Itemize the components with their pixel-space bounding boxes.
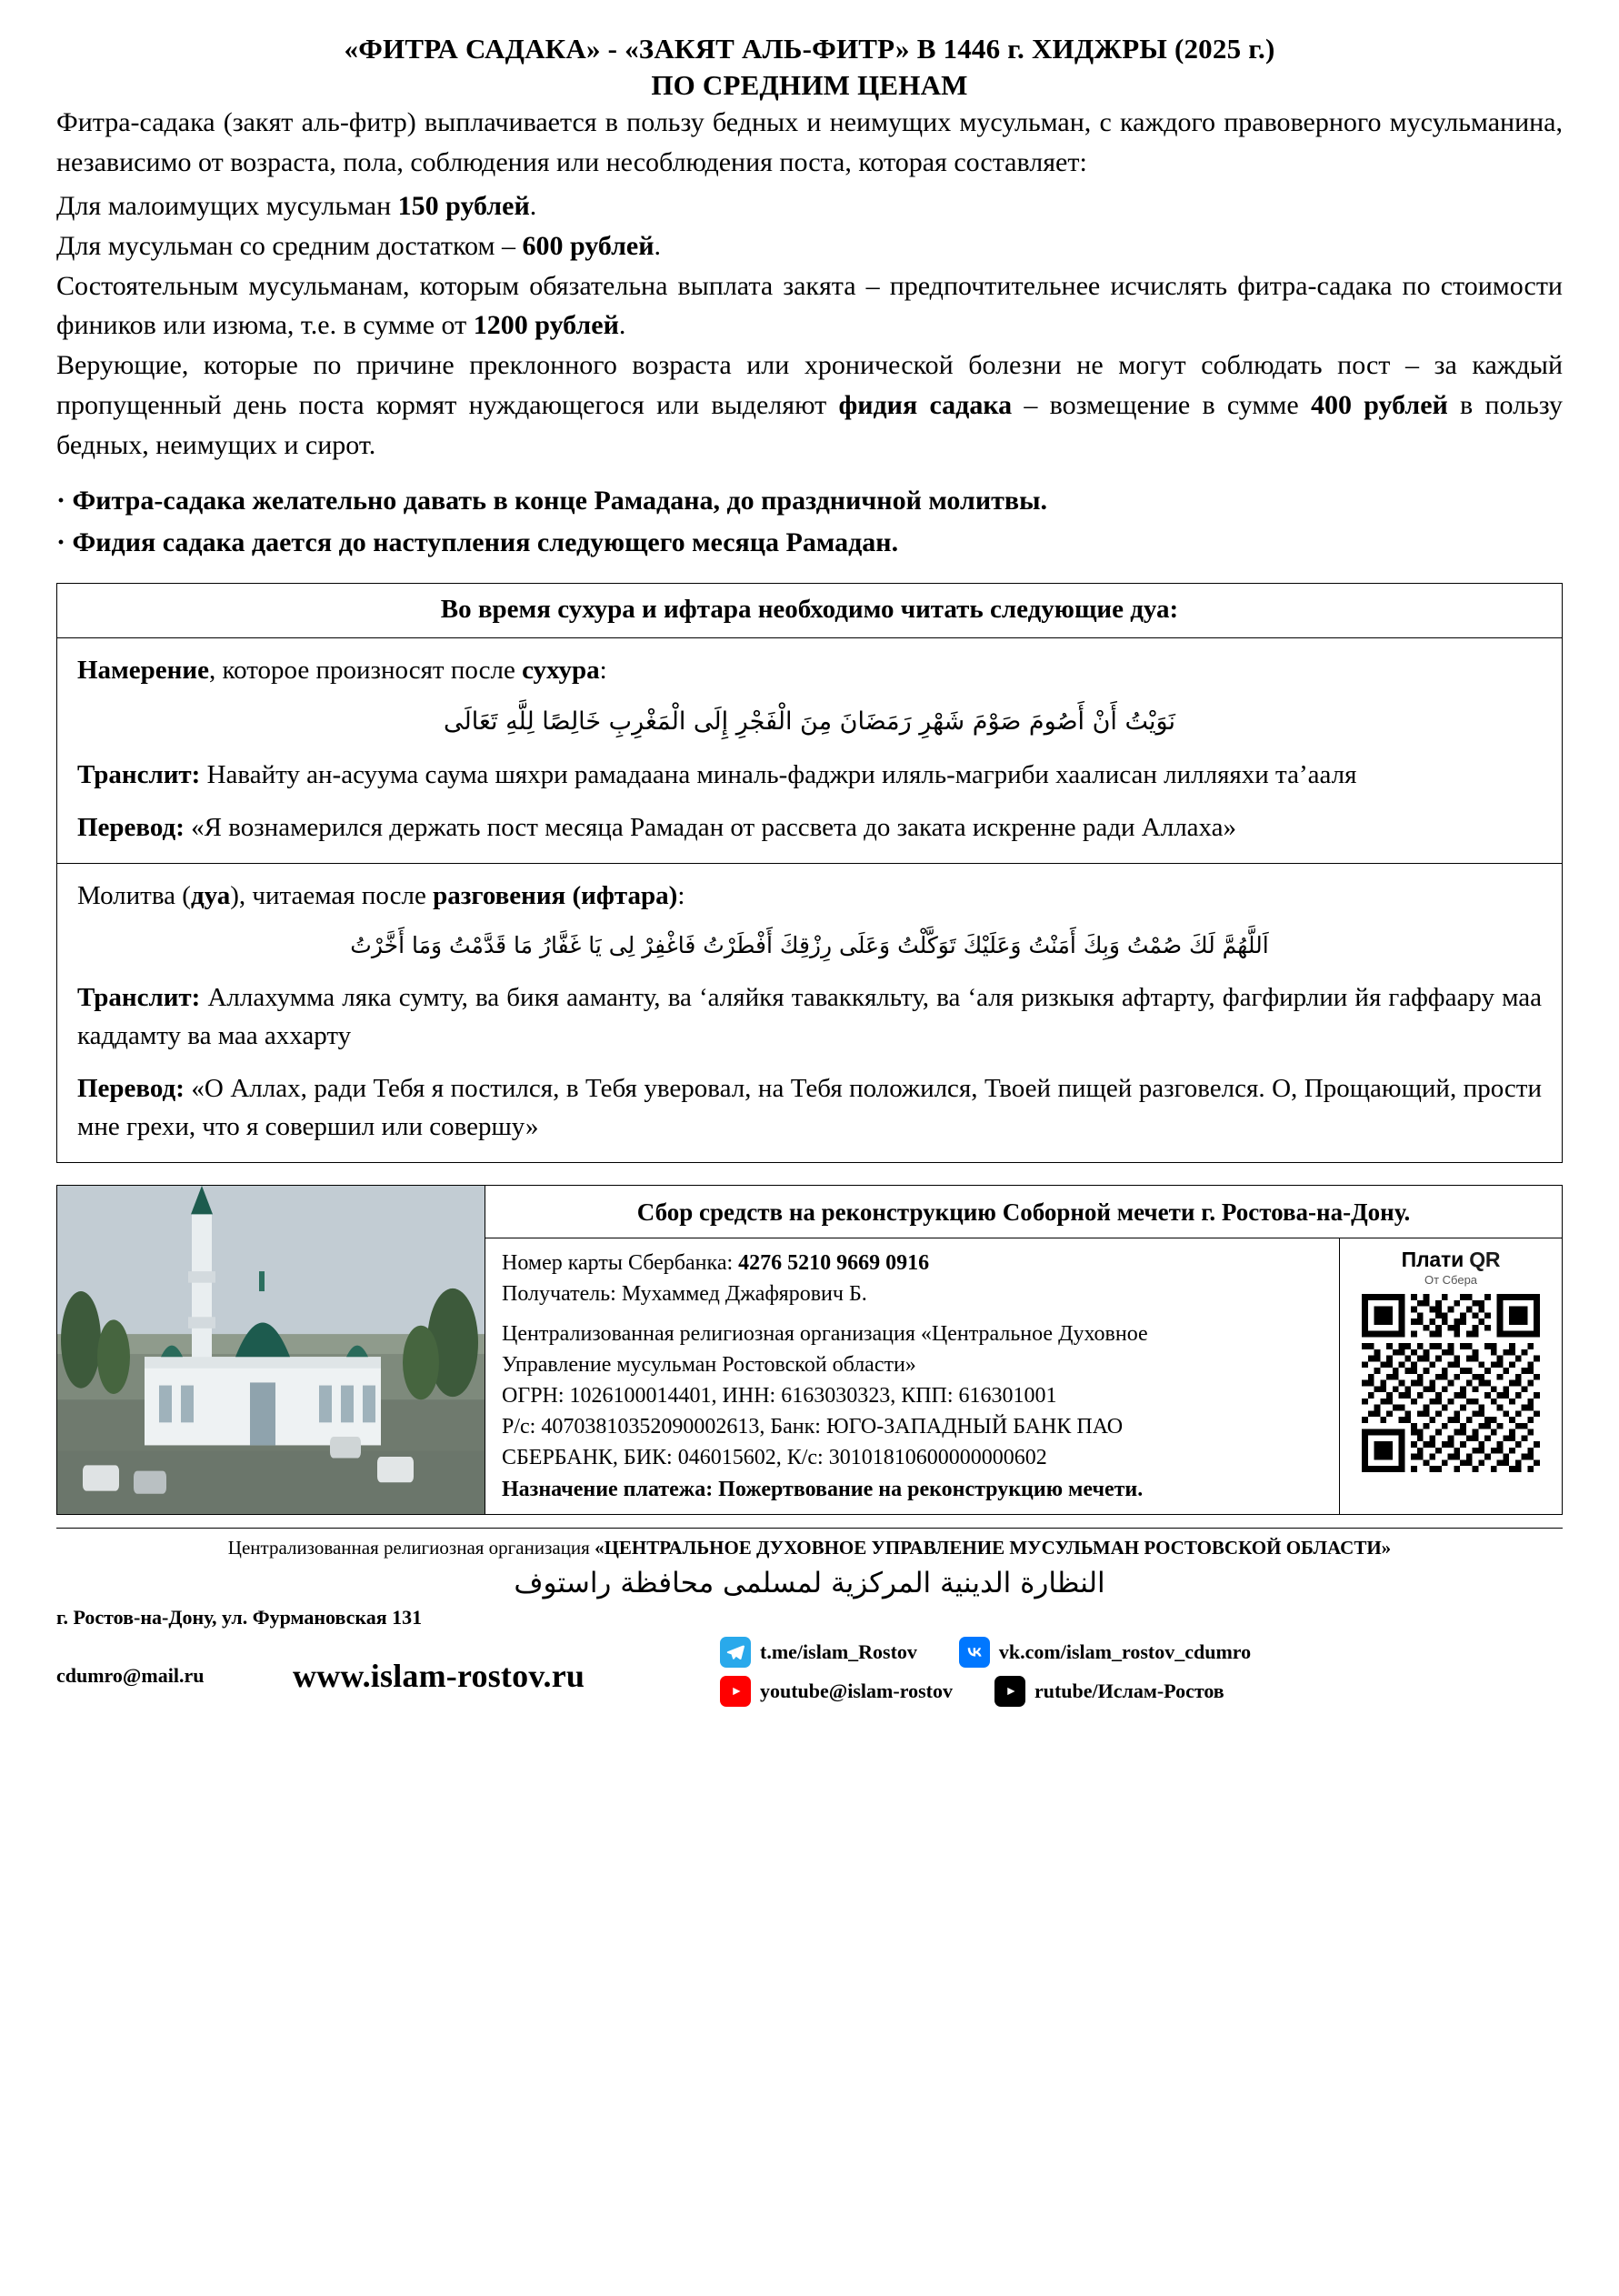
- footer-org-name: «ЦЕНТРАЛЬНОЕ ДУХОВНОЕ УПРАВЛЕНИЕ МУСУЛЬМАН РОСТОВСКОЙ ОБЛАСТИ»: [595, 1536, 1392, 1559]
- donation-recipient: Получатель: Мухаммед Джафярович Б.: [502, 1282, 867, 1307]
- amount-poor-value: 150 рублей: [397, 190, 530, 221]
- amount-wealthy-prefix: Состоятельным мусульманам, которым обязательна выплата закята – предпочтительнее исчислять фитра-садака по стоимости фиников или изюма, т.е. в сумме от: [56, 270, 1563, 341]
- dua-table: [56, 583, 1563, 1163]
- donation-title: Сбор средств на реконструкцию Соборной мечети г. Ростова-на-Дону.: [485, 1186, 1562, 1238]
- mosque-illustration-icon: [57, 1186, 485, 1514]
- dua-suhur-perevod: [77, 808, 1542, 847]
- fidya-term: фидия садака: [838, 389, 1013, 420]
- qr-brand-word-2: QR: [1464, 1247, 1501, 1271]
- title-line-2: ПО СРЕДНИМ ЦЕНАМ: [651, 68, 968, 101]
- dua-table-header: Во время сухура и ифтара необходимо читать следующие дуа:: [57, 584, 1562, 638]
- amount-middle-value: 600 рублей: [522, 230, 655, 261]
- fidya-paragraph: [56, 346, 1563, 465]
- amount-line-wealthy: [56, 266, 1563, 346]
- qr-subtitle: От Сбера: [1424, 1272, 1478, 1287]
- dua-iftar-perevod-label: Перевод:: [77, 1073, 185, 1103]
- footer-email[interactable]: cdumro@mail.ru: [56, 1664, 205, 1688]
- title-line-1: «ФИТРА САДАКА» - «ЗАКЯТ АЛЬ-ФИТР» В 1446 г. ХИДЖРЫ (2025 г.): [344, 33, 1275, 65]
- donation-org-line-2: Управление мусульман Ростовской области»: [502, 1353, 916, 1378]
- amount-middle-suffix: .: [654, 230, 662, 261]
- amount-wealthy-suffix: .: [618, 310, 626, 341]
- dua-iftar-arabic: اَللَّهُمَّ لَكَ صُمْتُ وَبِكَ أَمَنْتُ وَعَلَيْكَ تَوَكَّلْتُ وَعَلَى رِزْقِكَ أَفْطَرْتُ فَاغْفِرْ لِى يَا غَفَّارُ مَا قَدَّمْتُ وَمَا أَخَّرْتُ: [350, 932, 1269, 959]
- fidya-text-1: Верующие, которые по причине преклонного возраста или хронической болезни не могут соблюдать пост – за каждый пропущенный день поста кормят нуждающегося или выделяют: [56, 350, 1563, 420]
- youtube-icon: [720, 1676, 751, 1707]
- donation-purpose: [502, 1474, 1324, 1505]
- footer-contacts: [56, 1637, 1563, 1715]
- dua-iftar-label-end: :: [677, 881, 685, 911]
- dua-suhur-label: [77, 651, 1542, 689]
- donation-ogrn-line: ОГРН: 1026100014401, ИНН: 6163030323, КПП: 616301001: [502, 1384, 1057, 1409]
- footer-social-row-1: [720, 1637, 1563, 1668]
- donation-card-label: Номер карты Сбербанка:: [502, 1250, 739, 1275]
- amount-line-middle: [56, 226, 1563, 266]
- dua-suhur-label-bold-2: сухура: [522, 655, 600, 685]
- donation-account-line-1: Р/с: 40703810352090002613, Банк: ЮГО-ЗАПАДНЫЙ БАНК ПАО: [502, 1415, 1124, 1439]
- social-link-vk[interactable]: [959, 1637, 1251, 1668]
- dua-iftar-cell: [57, 863, 1562, 1162]
- qr-brand-word-1: Плати: [1401, 1247, 1464, 1271]
- page-title: [56, 31, 1563, 103]
- vk-icon: [959, 1637, 990, 1668]
- footer-address: г. Ростов-на-Дону, ул. Фурмановская 131: [56, 1606, 423, 1629]
- footer-social-links: [720, 1637, 1563, 1715]
- rutube-icon: [994, 1676, 1025, 1707]
- donation-card-line: [502, 1248, 1324, 1278]
- dua-iftar-translit-text: Аллахумма ляка сумту, ва бикя ааманту, ва ‘аляйкя таваккяльту, ва ‘аля ризкыкя афтарту, фагфирлии йя гаффаару маа каддамту ва маа аххарту: [77, 982, 1542, 1050]
- amount-wealthy-value: 1200 рублей: [473, 310, 619, 341]
- donation-account-line-2: СБЕРБАНК, БИК: 046015602, К/с: 30101810600000000602: [502, 1446, 1047, 1470]
- amount-poor-suffix: .: [529, 190, 537, 221]
- dua-iftar-label-start: Молитва (: [77, 881, 191, 911]
- donation-card-number: 4276 5210 9669 0916: [738, 1250, 930, 1275]
- footer-org-prefix: Централизованная религиозная организация: [227, 1536, 595, 1559]
- fidya-amount: 400 рублей: [1310, 389, 1448, 420]
- donation-details: [485, 1186, 1562, 1514]
- social-link-rutube[interactable]: [994, 1676, 1224, 1707]
- dua-suhur-translit-label: Транслит:: [77, 760, 201, 790]
- amounts-block: [56, 186, 1563, 346]
- dua-suhur-label-end: :: [599, 655, 607, 685]
- qr-column: [1339, 1238, 1562, 1514]
- qr-code-icon[interactable]: [1362, 1294, 1540, 1472]
- telegram-icon: [720, 1637, 751, 1668]
- bullet-item: · Фитра-садака желательно давать в конце Рамадана, до праздничной молитвы.: [56, 485, 1047, 516]
- donation-org-line-1: Централизованная религиозная организация «Центральное Духовное: [502, 1322, 1148, 1347]
- footer-website[interactable]: www.islam-rostov.ru: [293, 1658, 585, 1695]
- page-footer: [56, 1528, 1563, 1716]
- dua-suhur-perevod-label: Перевод:: [77, 813, 185, 843]
- amount-middle-prefix: Для мусульман со средним достатком –: [56, 230, 523, 261]
- dua-iftar-label-bold-1: дуа: [190, 881, 231, 911]
- amount-line-poor: [56, 186, 1563, 226]
- dua-iftar-perevod-text: «О Аллах, ради Тебя я постился, в Тебя уверовал, на Тебя положился, Твоей пищей разговелся. О, Прощающий, прости мне грехи, что я совершил или совершу»: [77, 1073, 1542, 1141]
- footer-organization: [56, 1536, 1563, 1560]
- social-link-vk-label: vk.com/islam_rostov_cdumro: [998, 1640, 1252, 1664]
- dua-iftar-label-mid: ), читаемая после: [230, 881, 434, 911]
- dua-iftar-perevod: [77, 1069, 1542, 1146]
- dua-suhur-label-bold-1: Намерение: [77, 655, 209, 685]
- fidya-text-3: в пользу бедных, неимущих и сирот.: [56, 389, 1564, 460]
- donation-purpose-text: Назначение платежа: Пожертвование на реконструкцию мечети.: [502, 1477, 1144, 1501]
- social-link-youtube-label: youtube@islam-rostov: [760, 1679, 953, 1703]
- bullet-item: · Фидия садака дается до наступления следующего месяца Рамадан.: [56, 527, 899, 558]
- donation-requisites: [485, 1238, 1339, 1514]
- social-link-rutube-label: rutube/Ислам-Ростов: [1034, 1679, 1224, 1703]
- dua-suhur-cell: [57, 638, 1562, 863]
- donation-block: [56, 1185, 1563, 1515]
- social-link-telegram-label: t.me/islam_Rostov: [760, 1640, 917, 1664]
- mosque-photo: [57, 1186, 485, 1514]
- dua-suhur-arabic: نَوَيْتُ أَنْ أَصُومَ صَوْمَ شَهْرِ رَمَضَانَ مِنَ الْفَجْرِ إِلَى الْمَغْرِبِ خَالِصًا لِلَّهِ تَعَالَى: [444, 707, 1175, 736]
- dua-suhur-translit-text: Навайту ан-асуума саума шяхри рамадаана миналь-фаджри иляль-магриби хаалисан лилляяхи та’ааля: [200, 760, 1357, 790]
- footer-address-row: [56, 1606, 1563, 1629]
- dua-iftar-label-bold-2: разговения (ифтара): [433, 881, 678, 911]
- qr-brand: [1402, 1248, 1501, 1272]
- dua-iftar-label: [77, 877, 1542, 915]
- dua-suhur-translit: [77, 756, 1542, 794]
- bullet-list: [56, 482, 1563, 563]
- social-link-youtube[interactable]: [720, 1676, 953, 1707]
- fidya-text-2: – возмещение в сумме: [1012, 389, 1311, 420]
- footer-arabic: النظارة الدينية المركزية لمسلمى محافظة راستوف: [514, 1566, 1105, 1599]
- social-link-telegram[interactable]: [720, 1637, 917, 1668]
- footer-social-row-2: [720, 1676, 1563, 1707]
- intro-paragraph: Фитра-садака (закят аль-фитр) выплачивается в пользу бедных и неимущих мусульман, с каждого правоверного мусульманина, независимо от возраста, пола, соблюдения или несоблюдения поста, которая составляет:: [56, 107, 1563, 178]
- amount-poor-prefix: Для малоимущих мусульман: [56, 190, 398, 221]
- dua-suhur-label-mid: , которое произносят после: [208, 655, 523, 685]
- dua-iftar-translit-label: Транслит:: [77, 982, 201, 1012]
- dua-suhur-perevod-text: «Я вознамерился держать пост месяца Рамадан от рассвета до заката искренне ради Аллаха»: [184, 813, 1237, 843]
- dua-iftar-translit: [77, 978, 1542, 1055]
